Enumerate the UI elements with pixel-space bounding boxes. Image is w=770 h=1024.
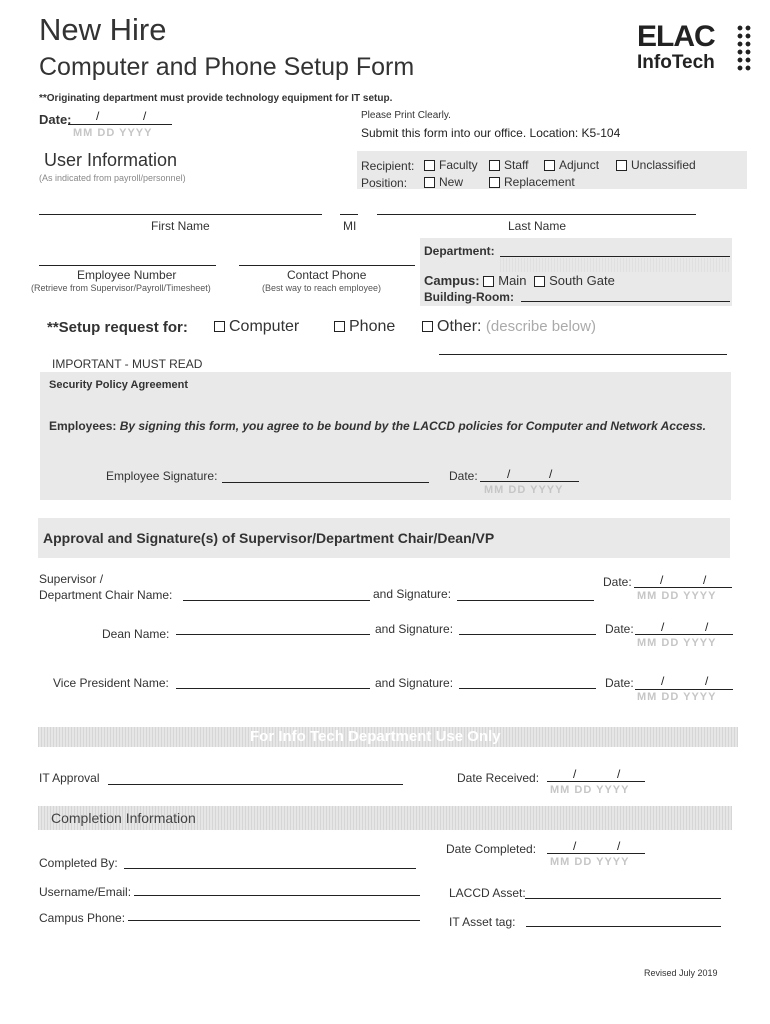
other-checkbox[interactable] <box>422 321 433 332</box>
it-approval-label: IT Approval <box>39 771 100 785</box>
completion-heading: Completion Information <box>51 810 196 826</box>
it-approval-field[interactable] <box>108 784 403 785</box>
elac-infotech-logo <box>635 20 755 75</box>
submit-note: Submit this form into our office. Location: K5-104 <box>361 126 621 140</box>
policy-title: Security Policy Agreement <box>49 379 188 391</box>
unclassified-checkbox[interactable] <box>616 160 627 171</box>
dean-date-label: Date: <box>605 622 634 636</box>
recipient-adjunct[interactable]: Adjunct <box>544 158 599 172</box>
setup-computer-option[interactable]: Computer <box>214 318 299 336</box>
vp-name-field[interactable] <box>176 688 370 689</box>
building-room-label: Building-Room: <box>424 290 514 304</box>
vp-date-label: Date: <box>605 676 634 690</box>
campus-phone-field[interactable] <box>128 920 420 921</box>
it-asset-tag-label: IT Asset tag: <box>449 915 516 929</box>
logo-top-text: ELAC <box>637 20 715 53</box>
mi-field[interactable] <box>340 214 358 215</box>
computer-checkbox[interactable] <box>214 321 225 332</box>
recipient-staff[interactable]: Staff <box>489 158 528 172</box>
setup-phone-option[interactable]: Phone <box>334 318 395 336</box>
user-info-heading: User Information <box>44 150 178 170</box>
supervisor-date-label: Date: <box>603 575 632 589</box>
supervisor-signature-field[interactable] <box>457 600 594 601</box>
dean-date-hint: MM DD YYYY <box>637 637 717 649</box>
important-notice: IMPORTANT - MUST READ <box>52 357 203 371</box>
employee-number-label: Employee Number <box>77 268 177 282</box>
form-title: New Hire <box>39 12 167 47</box>
dean-date-field[interactable] <box>635 634 733 635</box>
date-completed-label: Date Completed: <box>446 842 537 856</box>
first-name-label: First Name <box>151 219 210 233</box>
campus-main-checkbox[interactable] <box>483 276 494 287</box>
form-subtitle: Computer and Phone Setup Form <box>39 53 415 81</box>
faculty-checkbox[interactable] <box>424 160 435 171</box>
laccd-asset-field[interactable] <box>525 898 721 899</box>
print-note: Please Print Clearly. <box>361 110 451 121</box>
supervisor-label-1: Supervisor / <box>39 572 104 586</box>
contact-phone-label: Contact Phone <box>287 268 367 282</box>
it-asset-tag-field[interactable] <box>526 926 721 927</box>
completed-by-label: Completed By: <box>39 856 118 870</box>
campus-label: Campus: Main South Gate <box>424 273 615 288</box>
recipient-faculty[interactable]: Faculty <box>424 158 478 172</box>
equipment-note: **Originating department must provide technology equipment for IT setup. <box>39 93 393 104</box>
contact-phone-field[interactable] <box>239 265 415 266</box>
dean-signature-field[interactable] <box>459 634 596 635</box>
date-received-label: Date Received: <box>457 771 540 785</box>
position-label: Position: <box>361 176 408 190</box>
completed-by-field[interactable] <box>124 868 416 869</box>
policy-agreement: Employees: By signing this form, you agree to be bound by the LACCD policies for Computer and Network Access. <box>49 419 706 433</box>
date-received-field[interactable] <box>547 781 645 782</box>
building-room-field[interactable] <box>521 301 730 302</box>
dean-name-label: Dean Name: <box>102 627 170 641</box>
date-received-hint: MM DD YYYY <box>550 784 630 796</box>
setup-request-label: **Setup request for: <box>47 319 188 336</box>
supervisor-date-hint: MM DD YYYY <box>637 590 717 602</box>
policy-date-field[interactable] <box>480 481 579 482</box>
supervisor-name-field[interactable] <box>183 600 370 601</box>
header-date-field[interactable] <box>68 110 172 124</box>
recipient-unclassified[interactable]: Unclassified <box>616 158 696 172</box>
policy-date-hint: MM DD YYYY <box>484 484 564 496</box>
setup-other-option[interactable]: Other: (describe below) <box>422 318 596 336</box>
position-replacement[interactable]: Replacement <box>489 175 575 189</box>
campus-main-option[interactable]: Main <box>483 273 526 288</box>
vp-name-label: Vice President Name: <box>53 676 169 690</box>
department-field[interactable] <box>500 256 730 257</box>
approval-heading: Approval and Signature(s) of Supervisor/Department Chair/Dean/VP <box>43 530 495 546</box>
phone-checkbox[interactable] <box>334 321 345 332</box>
campus-south-checkbox[interactable] <box>534 276 545 287</box>
supervisor-signature-label: and Signature: <box>373 587 452 601</box>
it-use-heading: For Info Tech Department Use Only <box>250 728 501 745</box>
department-label: Department: <box>424 244 495 258</box>
date-completed-field[interactable] <box>547 853 645 854</box>
laccd-asset-label: LACCD Asset: <box>449 886 526 900</box>
first-name-field[interactable] <box>39 214 322 215</box>
employee-signature-label: Employee Signature: <box>106 469 218 483</box>
logo-bottom-text: InfoTech <box>637 52 715 73</box>
vp-date-hint: MM DD YYYY <box>637 691 717 703</box>
employee-signature-field[interactable] <box>222 482 429 483</box>
dean-name-field[interactable] <box>176 634 370 635</box>
policy-date-label: Date: <box>449 469 478 483</box>
mi-label: MI <box>343 219 357 233</box>
campus-phone-label: Campus Phone: <box>39 911 126 925</box>
adjunct-checkbox[interactable] <box>544 160 555 171</box>
supervisor-label-2: Department Chair Name: <box>39 588 173 602</box>
last-name-label: Last Name <box>508 219 567 233</box>
employee-number-hint: (Retrieve from Supervisor/Payroll/Timesheet) <box>31 283 211 293</box>
last-name-field[interactable] <box>377 214 696 215</box>
replacement-checkbox[interactable] <box>489 177 500 188</box>
employee-number-field[interactable] <box>39 265 216 266</box>
other-description-field[interactable] <box>439 354 727 355</box>
campus-south-option[interactable]: South Gate <box>534 273 615 288</box>
staff-checkbox[interactable] <box>489 160 500 171</box>
username-field[interactable] <box>134 895 420 896</box>
vp-date-field[interactable] <box>635 689 733 690</box>
user-info-subheading: (As indicated from payroll/personnel) <box>39 173 186 183</box>
recipient-label: Recipient: <box>361 159 415 173</box>
username-label: Username/Email: <box>39 885 132 899</box>
contact-phone-hint: (Best way to reach employee) <box>262 283 382 293</box>
logo-dot-grid <box>736 24 752 72</box>
date-format-hint: MM DD YYYY <box>73 127 153 139</box>
revision-note: Revised July 2019 <box>644 968 718 978</box>
date-label: Date: <box>39 112 72 127</box>
date-completed-hint: MM DD YYYY <box>550 856 630 868</box>
position-new[interactable]: New <box>424 175 463 189</box>
dean-signature-label: and Signature: <box>375 622 454 636</box>
new-checkbox[interactable] <box>424 177 435 188</box>
supervisor-date-field[interactable] <box>634 587 732 588</box>
vp-signature-field[interactable] <box>459 688 596 689</box>
vp-signature-label: and Signature: <box>375 676 454 690</box>
